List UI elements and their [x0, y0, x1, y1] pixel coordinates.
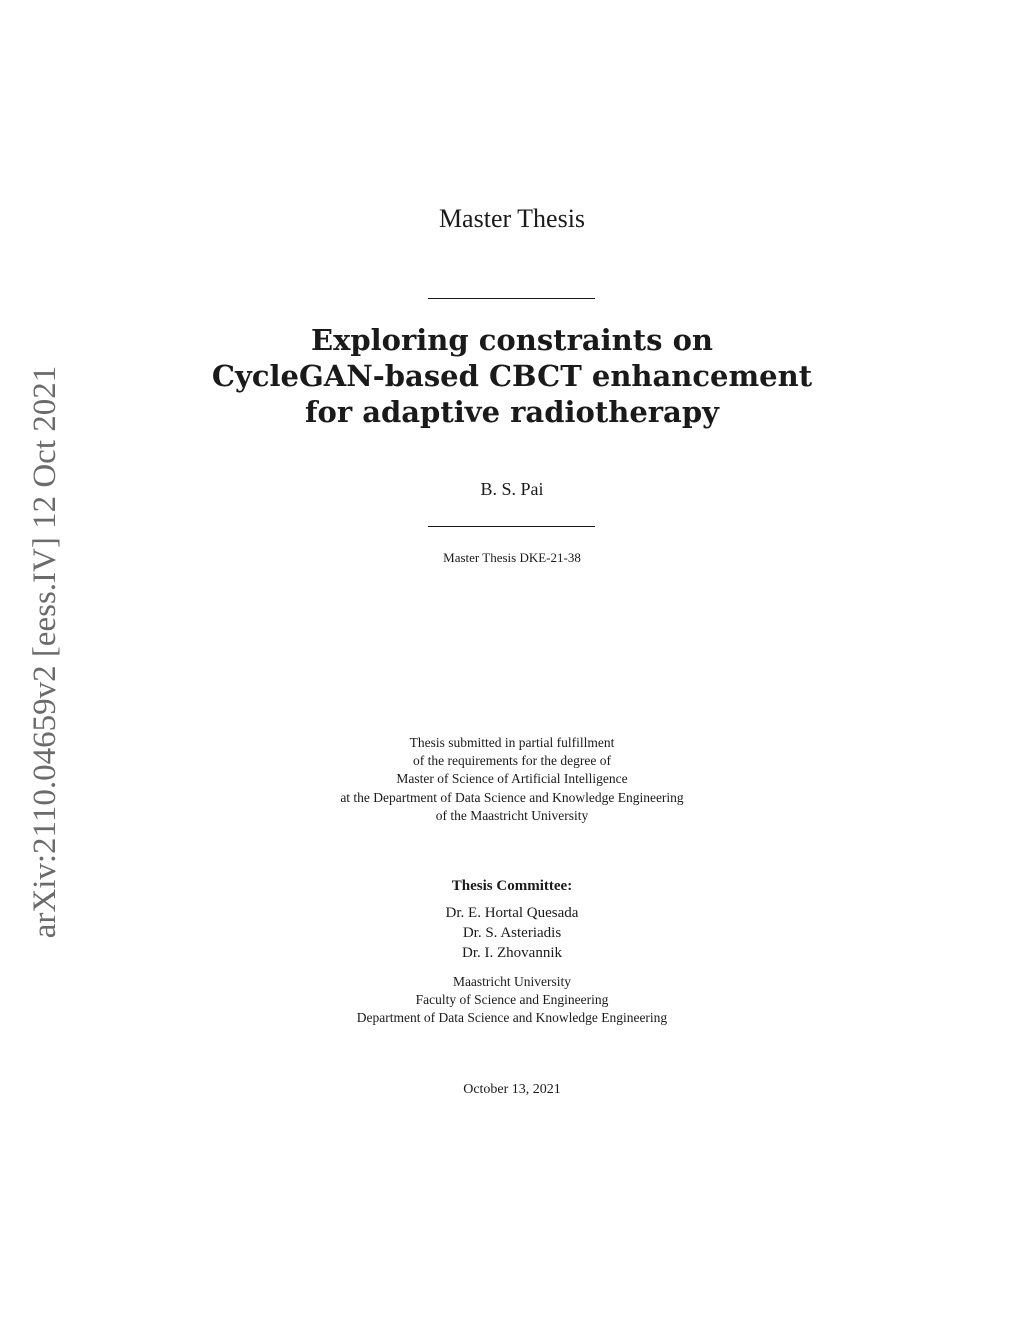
submission-line: at the Department of Data Science and Knowledge Engineering — [340, 789, 684, 805]
affiliation-line: Maastricht University — [452, 974, 572, 989]
title-line: for adaptive radiotherapy — [305, 395, 719, 429]
committee-member: Dr. S. Asteriadis — [462, 925, 562, 941]
committee-members — [0, 903, 1024, 963]
submission-line: Master of Science of Artificial Intelligence — [396, 771, 628, 787]
submission-line: of the Maastricht University — [435, 807, 589, 823]
author-name: B. S. Pai — [480, 479, 544, 499]
top-rule — [428, 298, 595, 299]
submission-statement — [0, 734, 1024, 825]
affiliation-line: Faculty of Science and Engineering — [415, 992, 609, 1008]
affiliation-line: Department of Data Science and Knowledge Engineering — [356, 1010, 668, 1026]
committee-member: Dr. E. Hortal Quesada — [445, 905, 579, 921]
committee-heading: Thesis Committee: — [451, 878, 573, 894]
header-label: Master Thesis — [438, 204, 586, 233]
date: October 13, 2021 — [463, 1082, 561, 1097]
thesis-id: Master Thesis DKE-21-38 — [443, 550, 581, 565]
arxiv-stamp: arXiv:2110.04659v2 [eess.IV] 12 Oct 2021 — [27, 365, 63, 939]
committee-member: Dr. I. Zhovannik — [462, 945, 562, 961]
submission-line: Thesis submitted in partial fulfillment — [409, 735, 615, 750]
title-line: Exploring constraints on — [310, 323, 713, 357]
submission-line: of the requirements for the degree of — [413, 753, 611, 769]
affiliation — [0, 973, 1024, 1028]
thesis-title — [0, 322, 1024, 430]
bottom-rule — [428, 526, 595, 527]
title-line: CycleGAN-based CBCT enhancement — [211, 359, 813, 393]
